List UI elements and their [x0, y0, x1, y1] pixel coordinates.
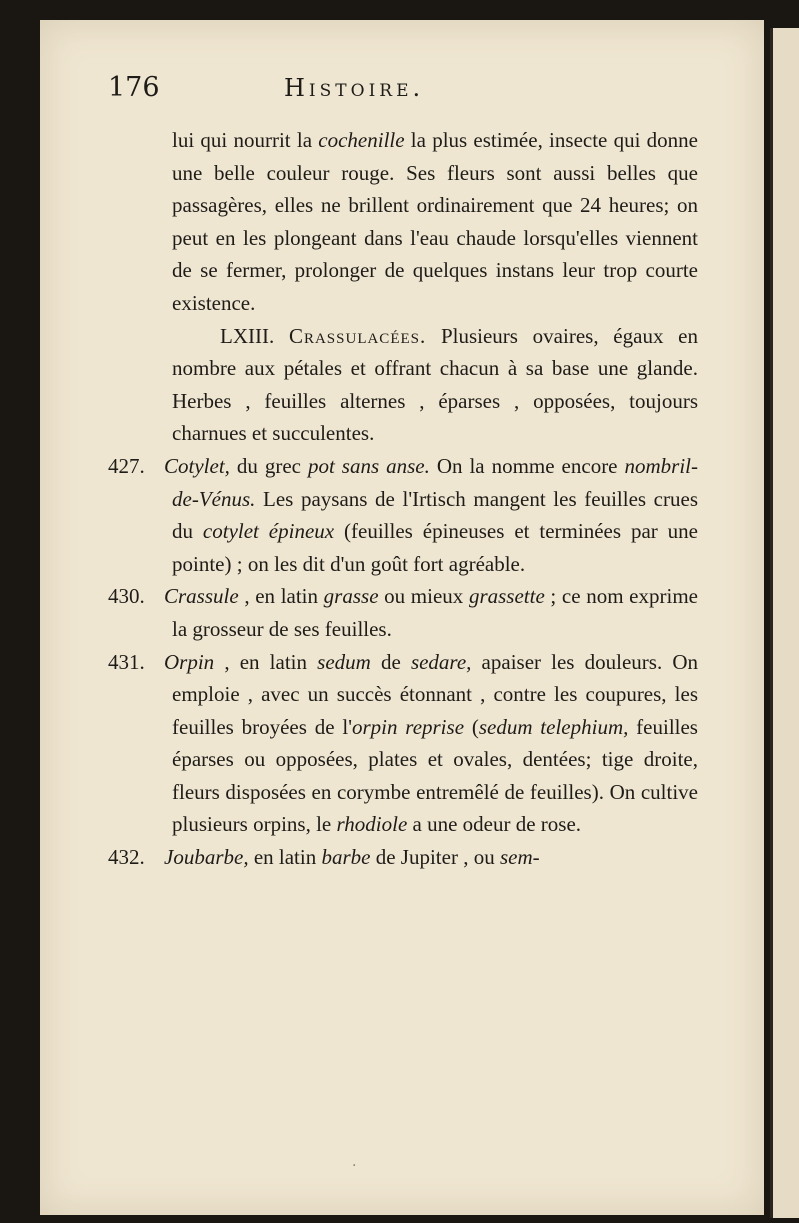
- italic-term: orpin reprise: [351, 714, 465, 739]
- entry-number: 431.: [108, 649, 145, 674]
- italic-term: sedare,: [410, 649, 472, 674]
- italic-term: sedum: [317, 649, 371, 674]
- entry-432: 432. Joubarbe, en latin barbe de Jupiter , ou sem-: [108, 841, 698, 874]
- italic-term: Crassule: [164, 584, 239, 609]
- page-number: 176: [108, 72, 160, 103]
- italic-term: Orpin: [164, 649, 215, 674]
- entry-number: 430.: [108, 584, 145, 609]
- italic-term: sedum telephium,: [478, 714, 629, 739]
- entry-number: 427.: [108, 453, 145, 478]
- italic-term: sem-: [499, 845, 540, 870]
- italic-term: nombril-de-Vénus.: [172, 453, 698, 511]
- paper-speck: ·: [352, 1158, 357, 1174]
- entry-430: 430. Crassule , en latin grasse ou mieux grassette ; ce nom exprime la grosseur de ses feuilles.: [108, 580, 698, 645]
- italic-term: grasse: [323, 584, 379, 609]
- italic-term: barbe: [321, 845, 371, 870]
- entry-427: 427. Cotylet, du grec pot sans anse. On la nomme encore nombril-de-Vénus. Les paysans de l'Irtisch mangent les feuilles crues du cotylet épineux (feuilles épineuses et terminées par une pointe) ; on les dit d'un goût fort agréable.: [108, 450, 698, 580]
- paragraph-continuation: lui qui nourrit la cochenille la plus estimée, insecte qui donne une belle couleur rouge. Ses fleurs sont aussi belles que passagères, elles ne brillent ordinairement que 24 heures; on peut en les plongeant dans l'eau chaude lorsqu'elles viennent de se fermer, prolonger de quelques instans leur trop courte existence.: [172, 128, 698, 315]
- paragraph-section-lxiii: LXIII. Crassulacées. Plusieurs ovaires, égaux en nombre aux pétales et offrant chacun à sa base une glande. Herbes , feuilles alternes , éparses , opposées, toujours charnues et succulentes.: [172, 323, 698, 446]
- next-page-edge: [770, 28, 799, 1218]
- italic-term: pot sans anse.: [307, 453, 430, 478]
- italic-term: cochenille: [318, 128, 405, 152]
- italic-term: rhodiole: [336, 812, 408, 837]
- entry-431: 431. Orpin , en latin sedum de sedare, apaiser les douleurs. On emploie , avec un succès étonnant , contre les coupures, les feuilles broyées de l'orpin reprise (sedum telephium, feuilles éparses ou opposées, plates et ovales, dentées; tige droite, fleurs disposées en corymbe entremêlé de feuilles). On cultive plusieurs orpins, le rhodiole a une odeur de rose.: [108, 646, 698, 842]
- italic-term: Joubarbe,: [164, 845, 249, 870]
- italic-term: grassette: [468, 584, 545, 609]
- body-text: [108, 124, 698, 874]
- family-name: Crassulacées.: [288, 323, 427, 348]
- running-title: Histoire.: [284, 74, 425, 102]
- page-header: [108, 70, 508, 110]
- italic-term: cotylet épineux: [202, 519, 335, 544]
- entry-number: 432.: [108, 845, 145, 870]
- italic-term: Cotylet,: [164, 453, 230, 478]
